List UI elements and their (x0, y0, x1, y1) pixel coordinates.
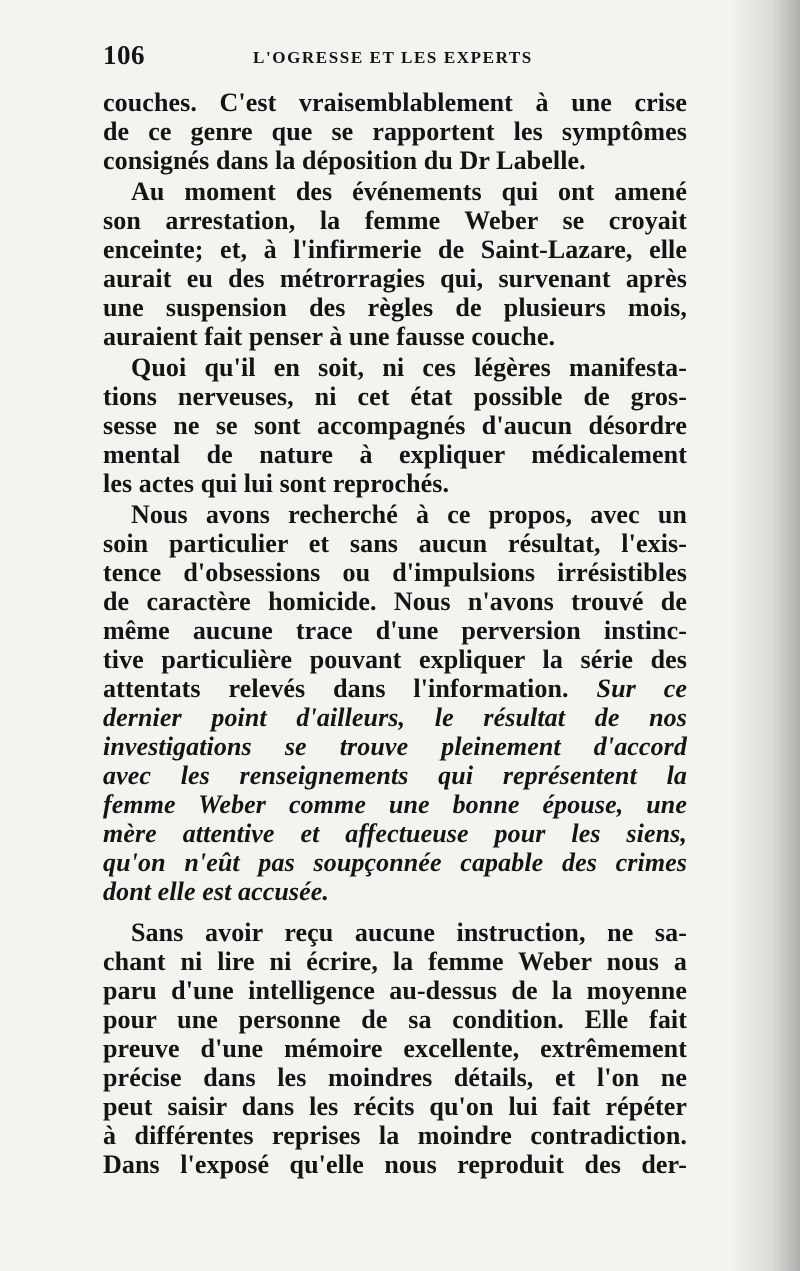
text-line: précise dans les moindres détails, et l'on ne (103, 1063, 687, 1092)
text-line: auraient fait penser à une fausse couche. (103, 322, 556, 351)
text-line: tions nerveuses, ni cet état possible de gros- (103, 382, 687, 411)
page-edge-shadow (730, 0, 800, 1271)
text-line: Nous avons recherché à ce propos, avec un (131, 500, 687, 529)
text-line: aurait eu des métrorragies qui, survenant après (103, 264, 687, 293)
text-line: consignés dans la déposition du Dr Labelle. (103, 146, 586, 175)
text-line: enceinte; et, à l'infirmerie de Saint-Lazare, elle (103, 235, 687, 264)
text-line-italic: avec les renseignements qui représentent la (103, 761, 687, 790)
text-line-italic: dernier point d'ailleurs, le résultat de nos (103, 703, 687, 732)
text-line: peut saisir dans les récits qu'on lui fait répéter (103, 1092, 687, 1121)
text-roman: attentats relevés dans l'information. (103, 674, 569, 703)
text-line: Quoi qu'il en soit, ni ces légères manifesta- (131, 353, 687, 382)
text-line: de caractère homicide. Nous n'avons trouvé de (103, 587, 687, 616)
text-line-mixed (103, 674, 687, 703)
text-line: Au moment des événements qui ont amené (131, 177, 687, 206)
text-line: preuve d'une mémoire excellente, extrêmement (103, 1034, 687, 1063)
text-line: sesse ne se sont accompagnés d'aucun désordre (103, 411, 687, 440)
text-line: tence d'obsessions ou d'impulsions irrésistibles (103, 558, 687, 587)
text-line: même aucune trace d'une perversion instinc- (103, 616, 687, 645)
text-line: à différentes reprises la moindre contradiction. (103, 1121, 687, 1150)
text-line-italic: mère attentive et affectueuse pour les siens, (103, 819, 687, 848)
text-line: couches. C'est vraisemblablement à une crise (103, 88, 687, 117)
text-line: son arrestation, la femme Weber se croyait (103, 206, 687, 235)
text-line: Sans avoir reçu aucune instruction, ne sa- (131, 918, 687, 947)
text-line: de ce genre que se rapportent les symptômes (103, 117, 687, 146)
text-line: les actes qui lui sont reprochés. (103, 469, 450, 498)
text-line: chant ni lire ni écrire, la femme Weber nous a (103, 947, 687, 976)
text-line-italic: qu'on n'eût pas soupçonnée capable des crimes (103, 848, 687, 877)
text-line: mental de nature à expliquer médicalement (103, 440, 687, 469)
running-title: L'OGRESSE ET LES EXPERTS (253, 48, 533, 67)
text-italic: Sur ce (596, 674, 687, 703)
text-line: paru d'une intelligence au-dessus de la moyenne (103, 976, 687, 1005)
page-number: 106 (103, 40, 145, 70)
running-head (103, 40, 693, 76)
text-line-italic: femme Weber comme une bonne épouse, une (103, 790, 687, 819)
text-line-italic: dont elle est accusée. (103, 877, 330, 906)
text-line: une suspension des règles de plusieurs mois, (103, 293, 687, 322)
text-line: soin particulier et sans aucun résultat, l'exis- (103, 529, 687, 558)
text-line: tive particulière pouvant expliquer la série des (103, 645, 687, 674)
body-text (103, 88, 687, 1179)
text-line: pour une personne de sa condition. Elle fait (103, 1005, 687, 1034)
text-line-italic: investigations se trouve pleinement d'accord (103, 732, 687, 761)
text-line: Dans l'exposé qu'elle nous reproduit des der- (103, 1150, 687, 1179)
